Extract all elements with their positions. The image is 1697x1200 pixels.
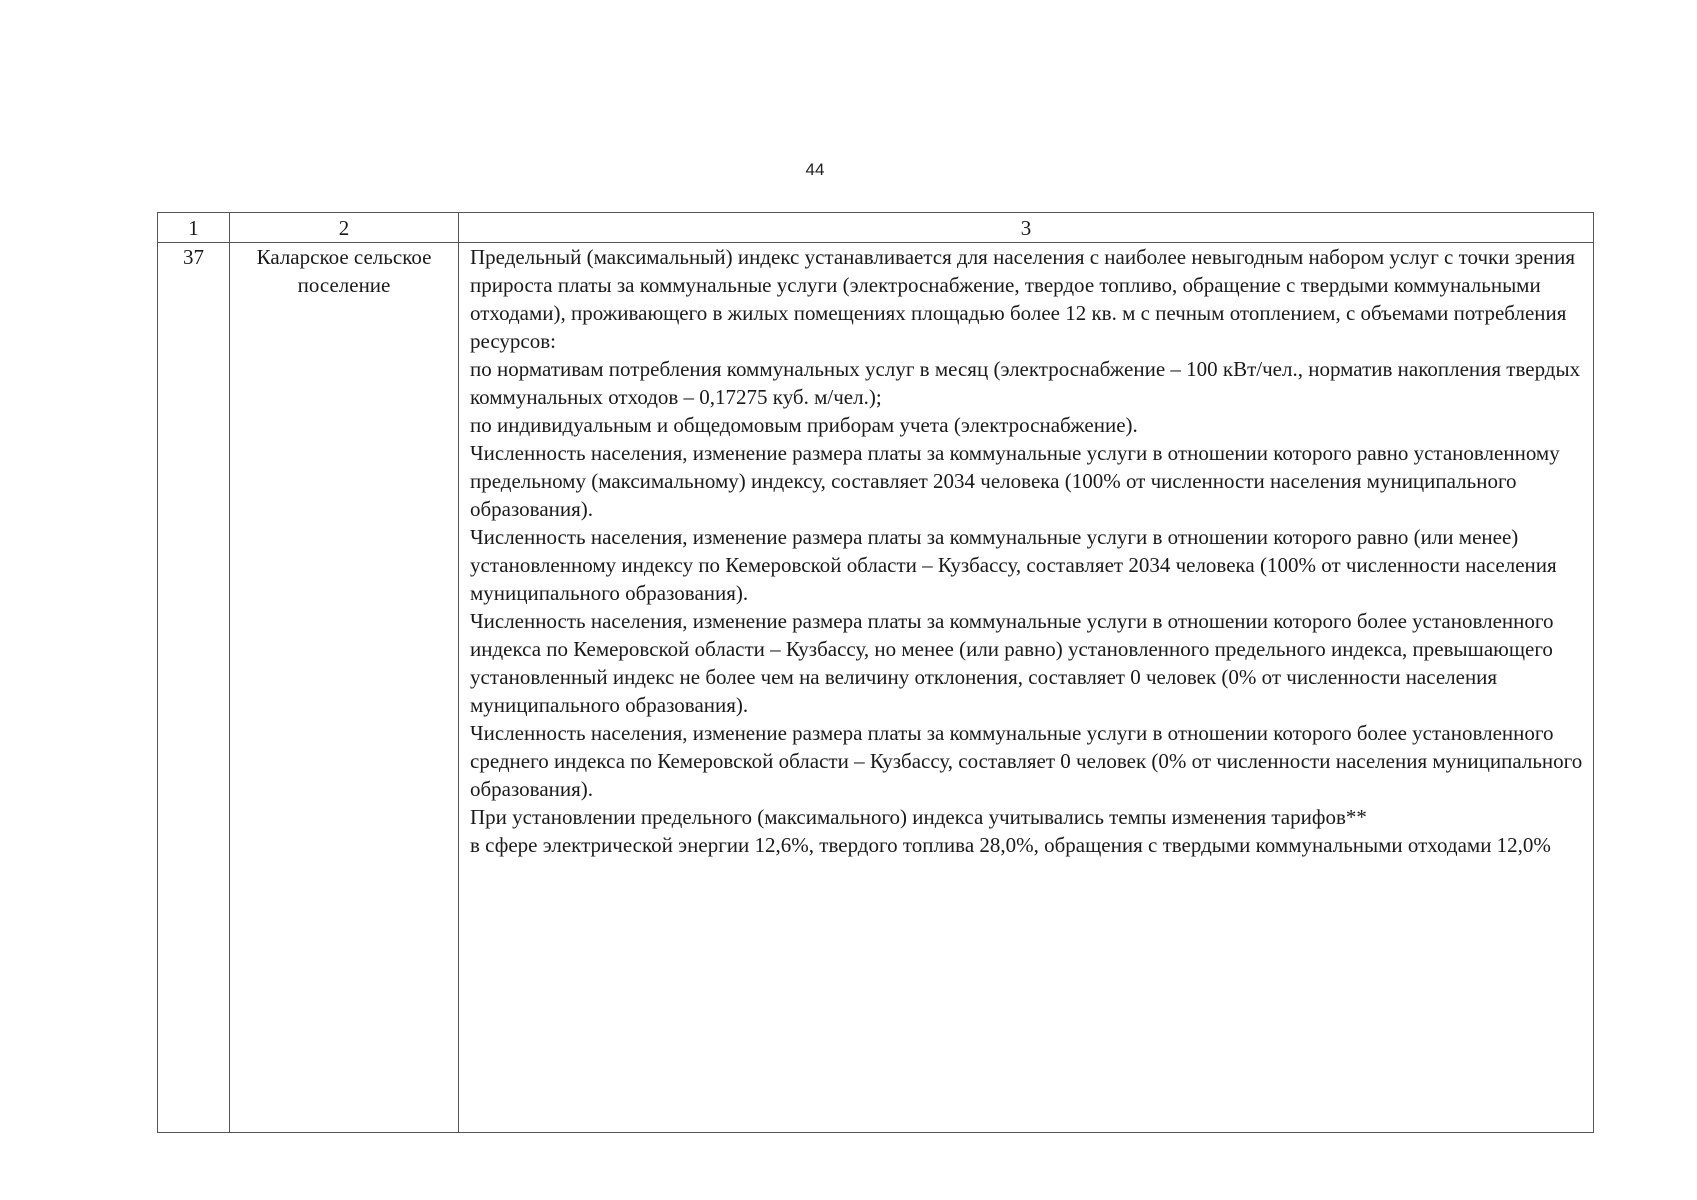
table-header-row bbox=[158, 213, 1594, 243]
index-table bbox=[157, 212, 1594, 1133]
municipality-name: Каларское сельское поселение bbox=[230, 243, 459, 1133]
description-paragraph: Численность населения, изменение размера платы за коммунальные услуги в отношении которого более установленного среднего индекса по Кемеровской области – Кузбассу, составляет 0 человек (0% от численности населения муниципального образования). bbox=[470, 721, 1583, 801]
row-number: 37 bbox=[158, 243, 230, 1133]
column-header-1: 1 bbox=[158, 213, 230, 243]
description-paragraph: по нормативам потребления коммунальных услуг в месяц (электроснабжение – 100 кВт/чел., норматив накопления твердых коммунальных отходов – 0,17275 куб. м/чел.); bbox=[470, 357, 1581, 409]
description-paragraph: Предельный (максимальный) индекс устанавливается для населения с наиболее невыгодным набором услуг с точки зрения прироста платы за коммунальные услуги (электроснабжение, твердое топливо, обращение с твердыми коммунальными отходами), проживающего в жилых помещениях площадью более 12 кв. м с печным отоплением, с объемами потребления ресурсов: bbox=[470, 245, 1575, 353]
column-header-2: 2 bbox=[230, 213, 459, 243]
description-paragraph: Численность населения, изменение размера платы за коммунальные услуги в отношении которого равно установленному предельному (максимальному) индексу, составляет 2034 человека (100% от численности населения муниципального образования). bbox=[470, 441, 1560, 521]
page-number: 44 bbox=[805, 160, 825, 179]
index-description bbox=[459, 243, 1594, 1133]
column-header-3: 3 bbox=[459, 213, 1594, 243]
table-row bbox=[158, 243, 1594, 1133]
description-paragraph: Численность населения, изменение размера платы за коммунальные услуги в отношении которого более установленного индекса по Кемеровской области – Кузбассу, но менее (или равно) установленного предельного индекса, превышающего установленный индекс не более чем на величину отклонения, составляет 0 человек (0% от численности населения муниципального образования). bbox=[470, 609, 1554, 717]
description-paragraph: При установлении предельного (максимального) индекса учитывались темпы изменения тарифов** bbox=[470, 805, 1367, 829]
description-paragraph: по индивидуальным и общедомовым приборам учета (электроснабжение). bbox=[470, 413, 1138, 437]
description-paragraph: в сфере электрической энергии 12,6%, твердого топлива 28,0%, обращения с твердыми коммунальными отходами 12,0% bbox=[470, 833, 1551, 857]
description-paragraph: Численность населения, изменение размера платы за коммунальные услуги в отношении которого равно (или менее) установленному индексу по Кемеровской области – Кузбассу, составляет 2034 человека (100% от численности населения муниципального образования). bbox=[470, 525, 1557, 605]
